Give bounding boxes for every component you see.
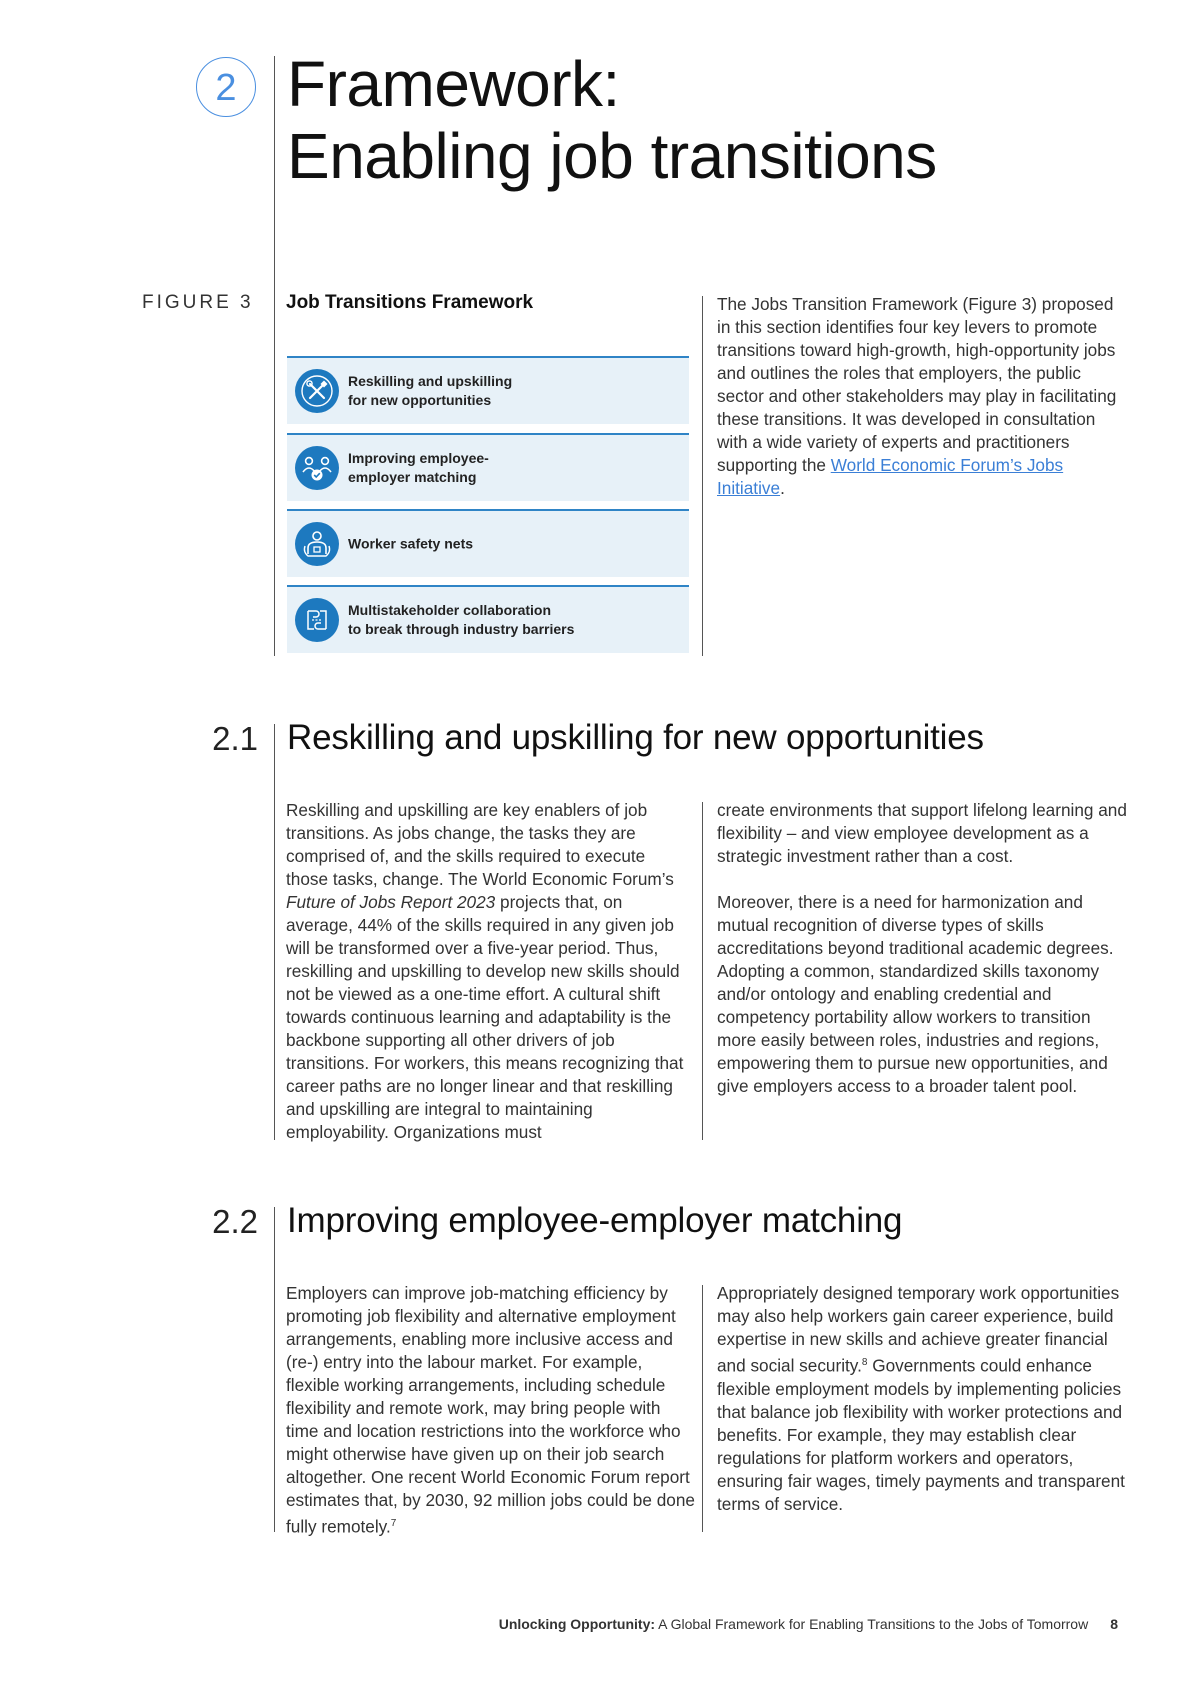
section-title: Reskilling and upskilling for new opportunities	[287, 718, 984, 757]
chapter-title	[287, 48, 1147, 192]
section-divider	[274, 1207, 275, 1532]
worker-safety-icon	[295, 522, 339, 566]
footer-report-subtitle: A Global Framework for Enabling Transitions to the Jobs of Tomorrow	[655, 1616, 1089, 1632]
jobs-initiative-link[interactable]: World Economic Forum’s Jobs Initiative	[717, 455, 1064, 498]
chapter-number-badge: 2	[196, 57, 256, 117]
section-title: Improving employee-employer matching	[287, 1201, 903, 1240]
body-text: projects that, on average, 44% of the skills required in any given job will be transformed over a five-year period. Thus, reskilling and upskilling to develop new skills should not be viewed as a one-time effort. A cultural shift towards continuous learning and adaptability is the backbone supporting all other drivers of job transitions. For workers, this means recognizing that career paths are no longer linear and that reskilling and upskilling are integral to maintaining employability. Organizations must	[286, 892, 684, 1142]
section-2-1-left-paragraph	[286, 799, 686, 1144]
lever-matching	[287, 433, 689, 501]
body-text: Governments could enhance flexible employment models by implementing policies that balance job flexibility with worker protections and benefits. For example, they may establish clear regulations for platform workers and operators, ensuring fair wages, timely payments and transparent terms of service.	[717, 1355, 1125, 1514]
column-divider	[702, 1285, 703, 1532]
body-text: Reskilling and upskilling are key enablers of job transitions. As jobs change, the tasks they are comprised of, and the skills required to execute those tasks, change. The World Economic Forum’s	[286, 800, 674, 889]
body-text: Appropriately designed temporary work opportunities may also help workers gain career experience, build expertise in new skills and achieve greater financial and social security.	[717, 1283, 1120, 1376]
report-title: Future of Jobs Report 2023	[286, 892, 496, 912]
chapter-title-line2: Enabling job transitions	[287, 120, 937, 192]
lever-label: Improving employee- employer matching	[348, 450, 489, 485]
chapter-title-line1: Framework:	[287, 48, 620, 120]
section-2-1-right-paragraph-1: create environments that support lifelong learning and flexibility – and view employee development as a strategic investment rather than a cost.	[717, 800, 1127, 866]
lever-reskilling	[287, 356, 689, 424]
section-2-1-right-paragraph-2: Moreover, there is a need for harmonization and mutual recognition of diverse types of skills accreditations beyond traditional academic degrees. Adopting a common, standardized skills taxonomy and/or ontology and enabling credential and competency portability allow workers to transition more easily between roles, industries and regions, empowering them to pursue new opportunities, and give employers access to a broader talent pool.	[717, 892, 1114, 1096]
page-number: 8	[1110, 1616, 1118, 1632]
page-footer	[499, 1616, 1118, 1632]
chapter-divider	[274, 56, 275, 656]
section-number: 2.1	[212, 720, 258, 757]
column-divider	[702, 802, 703, 1140]
footnote-ref[interactable]: 7	[390, 1518, 397, 1529]
tools-icon	[295, 369, 339, 413]
section-2-2-left-paragraph	[286, 1282, 696, 1539]
lever-label: Multistakeholder collaboration to break through industry barriers	[348, 602, 575, 637]
intro-text: The Jobs Transition Framework (Figure 3) proposed in this section identifies four key levers to promote transitions toward high-growth, high-opportunity jobs and outlines the roles that employers, the public sector and other stakeholders may play in facilitating these transitions. It was developed in consultation with a wide variety of experts and practitioners supporting the	[717, 294, 1117, 475]
intro-divider	[702, 296, 703, 656]
intro-text-end: .	[780, 478, 785, 498]
section-divider	[274, 724, 275, 1140]
footer-report-title: Unlocking Opportunity:	[498, 1616, 656, 1632]
body-text: Employers can improve job-matching efficiency by promoting job flexibility and alternative employment arrangements, enabling more inclusive access and (re-) entry into the labour market. For example, flexible working arrangements, including schedule flexibility and remote work, may bring people with time and location restrictions into the workforce who might otherwise have given up on their job search altogether. One recent World Economic Forum report estimates that, by 2030, 92 million jobs could be done fully remotely.	[286, 1283, 695, 1537]
footnote-ref[interactable]: 8	[861, 1357, 868, 1368]
collaboration-icon	[295, 598, 339, 642]
figure-title: Job Transitions Framework	[286, 292, 534, 313]
people-match-icon	[295, 446, 339, 490]
lever-label: Worker safety nets	[348, 535, 474, 552]
lever-label: Reskilling and upskilling for new opportunities	[348, 373, 513, 408]
section-number: 2.2	[212, 1203, 258, 1240]
lever-safety-nets	[287, 509, 689, 577]
intro-paragraph	[717, 293, 1117, 500]
lever-collaboration	[287, 585, 689, 653]
figure-label: FIGURE 3	[142, 292, 254, 313]
section-2-2-right-paragraph	[717, 1282, 1135, 1516]
